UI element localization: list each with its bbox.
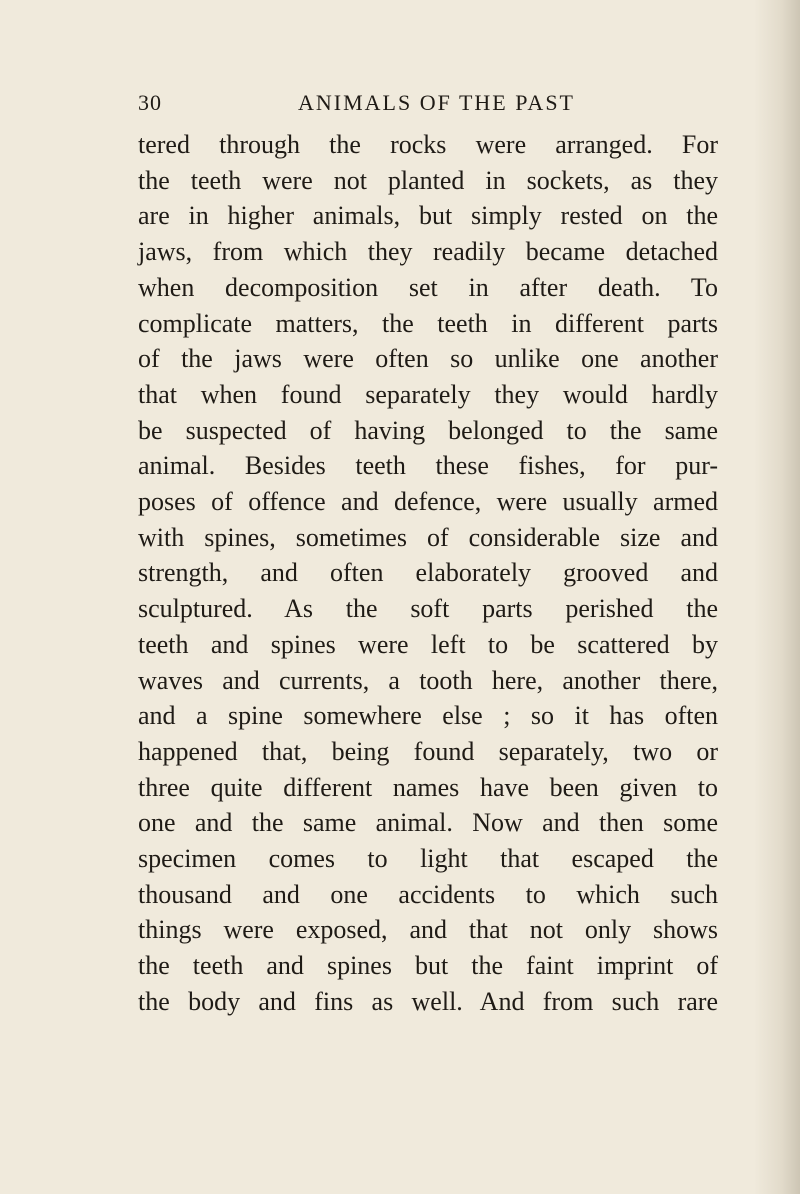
- text-line-8: that when found separately they would hardly: [138, 379, 718, 409]
- page-edge-shadow: [754, 0, 800, 1194]
- text-line-7: of the jaws were often so unlike one another: [138, 344, 718, 374]
- text-line-6: complicate matters, the teeth in different parts: [138, 308, 718, 338]
- text-line-14: sculptured. As the soft parts perished the: [138, 594, 718, 624]
- page-header-title: ANIMALS OF THE PAST: [298, 90, 575, 115]
- text-line-25: the body and fins as well. And from such rare: [138, 986, 718, 1016]
- text-line-17: and a spine somewhere else ; so it has often: [138, 701, 718, 731]
- text-line-23: things were exposed, and that not only shows: [138, 915, 718, 945]
- text-line-24: the teeth and spines but the faint imprint of: [138, 951, 718, 981]
- text-line-13: strength, and often elaborately grooved and: [138, 558, 718, 588]
- text-line-19: three quite different names have been given to: [138, 772, 718, 802]
- body-text: [138, 127, 718, 1020]
- text-line-3: are in higher animals, but simply rested on the: [138, 201, 718, 231]
- text-line-1: tered through the rocks were arranged. For: [138, 130, 718, 159]
- page-number: 30: [138, 90, 162, 115]
- text-line-12: with spines, sometimes of considerable size and: [138, 522, 718, 552]
- text-line-16: waves and currents, a tooth here, another there,: [138, 665, 718, 695]
- text-line-18: happened that, being found separately, two or: [138, 736, 718, 766]
- text-line-15: teeth and spines were left to be scattered by: [138, 629, 718, 659]
- text-line-2: the teeth were not planted in sockets, as they: [138, 165, 718, 195]
- text-line-10: animal. Besides teeth these fishes, for pur-: [138, 451, 718, 481]
- text-line-21: specimen comes to light that escaped the: [138, 844, 718, 874]
- text-line-11: poses of offence and defence, were usually armed: [138, 487, 718, 517]
- text-line-5: when decomposition set in after death. To: [138, 272, 718, 302]
- text-line-22: thousand and one accidents to which such: [138, 879, 718, 909]
- running-head: [138, 90, 718, 130]
- text-line-4: jaws, from which they readily became detached: [138, 237, 718, 267]
- text-line-9: be suspected of having belonged to the same: [138, 415, 718, 445]
- text-line-20: one and the same animal. Now and then some: [138, 808, 718, 838]
